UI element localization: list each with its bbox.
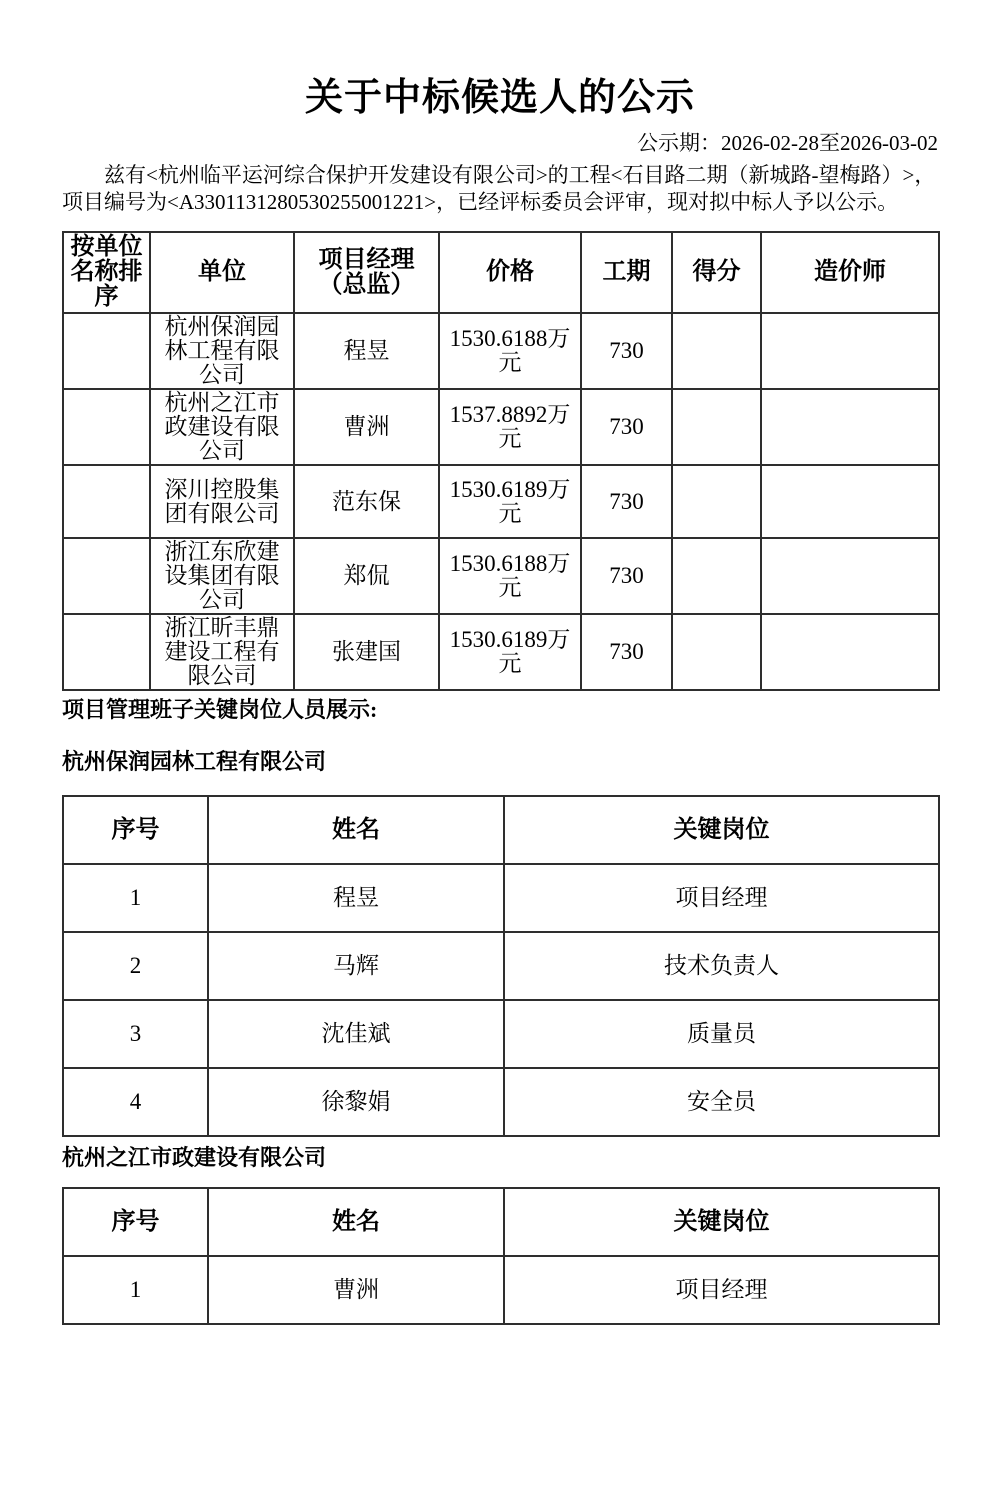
key-person-row bbox=[63, 1000, 939, 1068]
header-name: 姓名 bbox=[208, 1188, 504, 1256]
cell-cost-engineer bbox=[761, 465, 939, 538]
cell-price: 1537.8892万元 bbox=[439, 389, 581, 465]
header-company: 单位 bbox=[150, 232, 294, 313]
cell-name: 沈佳斌 bbox=[208, 1000, 504, 1068]
header-rank: 按单位名称排序 bbox=[63, 232, 150, 313]
cell-index: 1 bbox=[63, 1256, 208, 1324]
cell-position: 项目经理 bbox=[504, 1256, 939, 1324]
cell-manager: 郑侃 bbox=[294, 538, 439, 614]
candidate-row bbox=[63, 538, 939, 614]
cell-cost-engineer bbox=[761, 614, 939, 690]
cell-rank bbox=[63, 538, 150, 614]
cell-index: 4 bbox=[63, 1068, 208, 1136]
key-table-header-row bbox=[63, 796, 939, 864]
cell-rank bbox=[63, 313, 150, 389]
company-heading-1: 杭州保润园林工程有限公司 bbox=[62, 749, 327, 774]
candidates-table bbox=[62, 231, 940, 691]
cell-price: 1530.6188万元 bbox=[439, 313, 581, 389]
document-page bbox=[0, 76, 1000, 1491]
cell-name: 马辉 bbox=[208, 932, 504, 1000]
header-manager: 项目经理（总监） bbox=[294, 232, 439, 313]
cell-duration: 730 bbox=[581, 313, 672, 389]
cell-rank bbox=[63, 614, 150, 690]
cell-position: 项目经理 bbox=[504, 864, 939, 932]
cell-score bbox=[672, 538, 761, 614]
cell-position: 安全员 bbox=[504, 1068, 939, 1136]
candidates-header-row bbox=[63, 232, 939, 313]
key-positions-table-2 bbox=[62, 1187, 940, 1325]
header-price: 价格 bbox=[439, 232, 581, 313]
candidate-row bbox=[63, 313, 939, 389]
cell-name: 程昱 bbox=[208, 864, 504, 932]
cell-price: 1530.6188万元 bbox=[439, 538, 581, 614]
cell-score bbox=[672, 313, 761, 389]
cell-duration: 730 bbox=[581, 614, 672, 690]
company-heading-2: 杭州之江市政建设有限公司 bbox=[62, 1145, 327, 1170]
cell-duration: 730 bbox=[581, 538, 672, 614]
cell-manager: 曹洲 bbox=[294, 389, 439, 465]
header-position: 关键岗位 bbox=[504, 796, 939, 864]
header-index: 序号 bbox=[63, 796, 208, 864]
cell-price: 1530.6189万元 bbox=[439, 465, 581, 538]
cell-price: 1530.6189万元 bbox=[439, 614, 581, 690]
key-person-row bbox=[63, 932, 939, 1000]
key-person-row bbox=[63, 864, 939, 932]
cell-company: 杭州保润园林工程有限公司 bbox=[150, 313, 294, 389]
cell-manager: 范东保 bbox=[294, 465, 439, 538]
header-duration: 工期 bbox=[581, 232, 672, 313]
cell-manager: 程昱 bbox=[294, 313, 439, 389]
cell-duration: 730 bbox=[581, 465, 672, 538]
cell-manager: 张建国 bbox=[294, 614, 439, 690]
key-table-header-row bbox=[63, 1188, 939, 1256]
header-cost-engineer: 造价师 bbox=[761, 232, 939, 313]
intro-paragraph: 兹有<杭州临平运河综合保护开发建设有限公司>的工程<石目路二期（新城路-望梅路）>，项目编号为<A3301131280530255001221>，已经评标委员会评审，现对拟中标人予以公示。 bbox=[62, 163, 936, 214]
key-person-row bbox=[63, 1068, 939, 1136]
key-person-row bbox=[63, 1256, 939, 1324]
page-title: 关于中标候选人的公示 bbox=[304, 77, 695, 119]
key-positions-heading: 项目管理班子关键岗位人员展示: bbox=[62, 697, 378, 722]
cell-score bbox=[672, 389, 761, 465]
candidate-row bbox=[63, 465, 939, 538]
candidate-row bbox=[63, 389, 939, 465]
cell-company: 深川控股集团有限公司 bbox=[150, 465, 294, 538]
header-position: 关键岗位 bbox=[504, 1188, 939, 1256]
cell-company: 浙江东欣建设集团有限公司 bbox=[150, 538, 294, 614]
cell-index: 2 bbox=[63, 932, 208, 1000]
cell-duration: 730 bbox=[581, 389, 672, 465]
cell-company: 浙江昕丰鼎建设工程有限公司 bbox=[150, 614, 294, 690]
cell-position: 质量员 bbox=[504, 1000, 939, 1068]
header-index: 序号 bbox=[63, 1188, 208, 1256]
cell-index: 1 bbox=[63, 864, 208, 932]
header-score: 得分 bbox=[672, 232, 761, 313]
cell-cost-engineer bbox=[761, 538, 939, 614]
publicity-period: 公示期：2026-02-28至2026-03-02 bbox=[637, 131, 938, 155]
cell-cost-engineer bbox=[761, 313, 939, 389]
cell-company: 杭州之江市政建设有限公司 bbox=[150, 389, 294, 465]
candidate-row bbox=[63, 614, 939, 690]
cell-score bbox=[672, 614, 761, 690]
cell-cost-engineer bbox=[761, 389, 939, 465]
cell-index: 3 bbox=[63, 1000, 208, 1068]
key-positions-table-1 bbox=[62, 795, 940, 1137]
cell-score bbox=[672, 465, 761, 538]
header-name: 姓名 bbox=[208, 796, 504, 864]
cell-name: 曹洲 bbox=[208, 1256, 504, 1324]
cell-position: 技术负责人 bbox=[504, 932, 939, 1000]
cell-rank bbox=[63, 389, 150, 465]
cell-rank bbox=[63, 465, 150, 538]
cell-name: 徐黎娟 bbox=[208, 1068, 504, 1136]
